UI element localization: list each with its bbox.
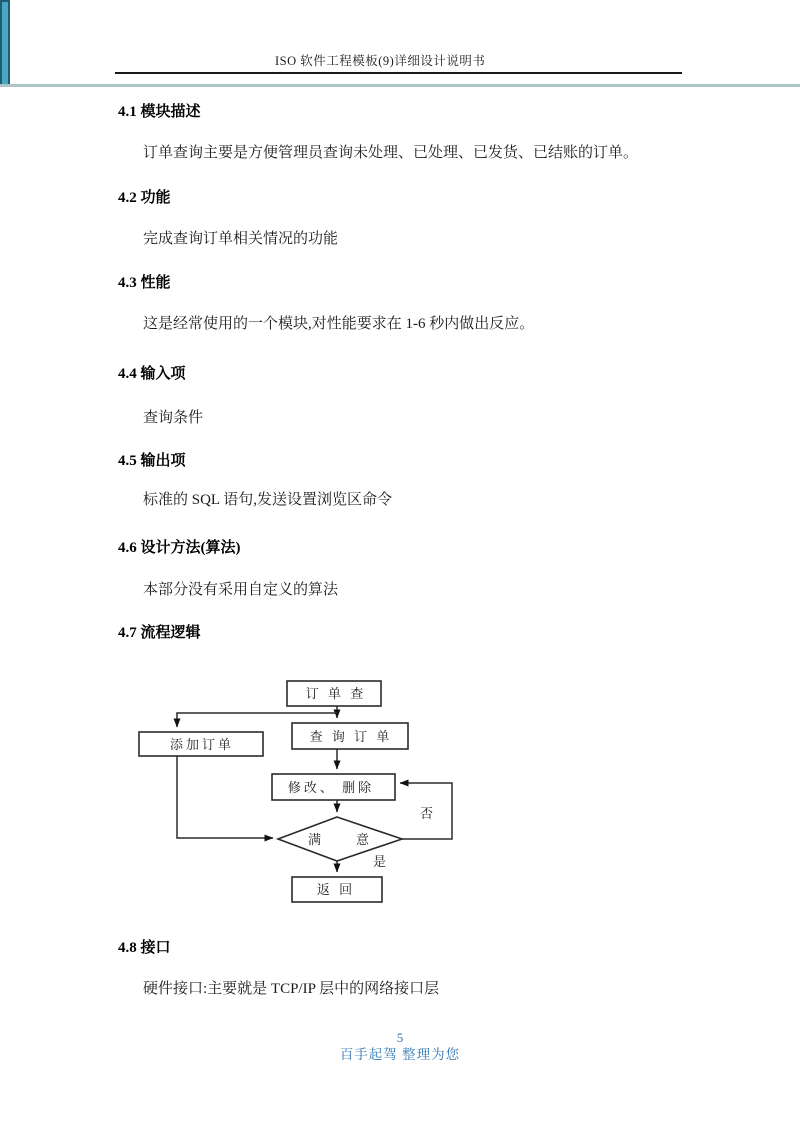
node-query-label: 查 询 订 单 xyxy=(309,729,393,744)
node-decision-label: 满 意 xyxy=(307,832,373,847)
node-modify-label: 修改、 删除 xyxy=(287,780,375,795)
label-yes: 是 xyxy=(373,854,387,869)
node-add-label: 添加订单 xyxy=(169,737,235,752)
header-rule xyxy=(115,72,682,74)
section-body-4-4: 查询条件 xyxy=(143,410,204,426)
label-no: 否 xyxy=(420,806,434,821)
section-heading-4-8: 4.8 接口 xyxy=(118,940,171,956)
section-body-4-3: 这是经常使用的一个模块,对性能要求在 1-6 秒内做出反应。 xyxy=(143,316,535,332)
section-body-4-1: 订单查询主要是方便管理员查询未处理、已处理、已发货、已结账的订单。 xyxy=(143,145,639,161)
section-heading-4-1: 4.1 模块描述 xyxy=(118,104,201,120)
edge-add-to-decision xyxy=(177,756,273,838)
section-heading-4-3: 4.3 性能 xyxy=(118,275,171,291)
section-body-4-2: 完成查询订单相关情况的功能 xyxy=(143,231,339,247)
section-heading-4-7: 4.7 流程逻辑 xyxy=(118,625,201,641)
page-header-title: ISO 软件工程模板(9)详细设计说明书 xyxy=(275,54,486,68)
accent-rule xyxy=(0,84,800,87)
section-heading-4-2: 4.2 功能 xyxy=(118,190,171,206)
section-body-4-8: 硬件接口:主要就是 TCP/IP 层中的网络接口层 xyxy=(143,981,440,997)
flowchart xyxy=(130,670,470,910)
section-body-4-5: 标准的 SQL 语句,发送设置浏览区命令 xyxy=(143,492,393,508)
section-heading-4-5: 4.5 输出项 xyxy=(118,453,186,469)
margin-accent-bar xyxy=(0,0,10,86)
node-return-label: 返 回 xyxy=(316,882,356,897)
section-heading-4-4: 4.4 输入项 xyxy=(118,366,186,382)
footer-credit: 百手起驾 整理为您 xyxy=(339,1047,461,1062)
section-heading-4-6: 4.6 设计方法(算法) xyxy=(118,540,241,556)
page-number: 5 xyxy=(396,1030,404,1045)
section-body-4-6: 本部分没有采用自定义的算法 xyxy=(143,582,339,598)
node-start-label: 订 单 查 xyxy=(305,686,367,701)
